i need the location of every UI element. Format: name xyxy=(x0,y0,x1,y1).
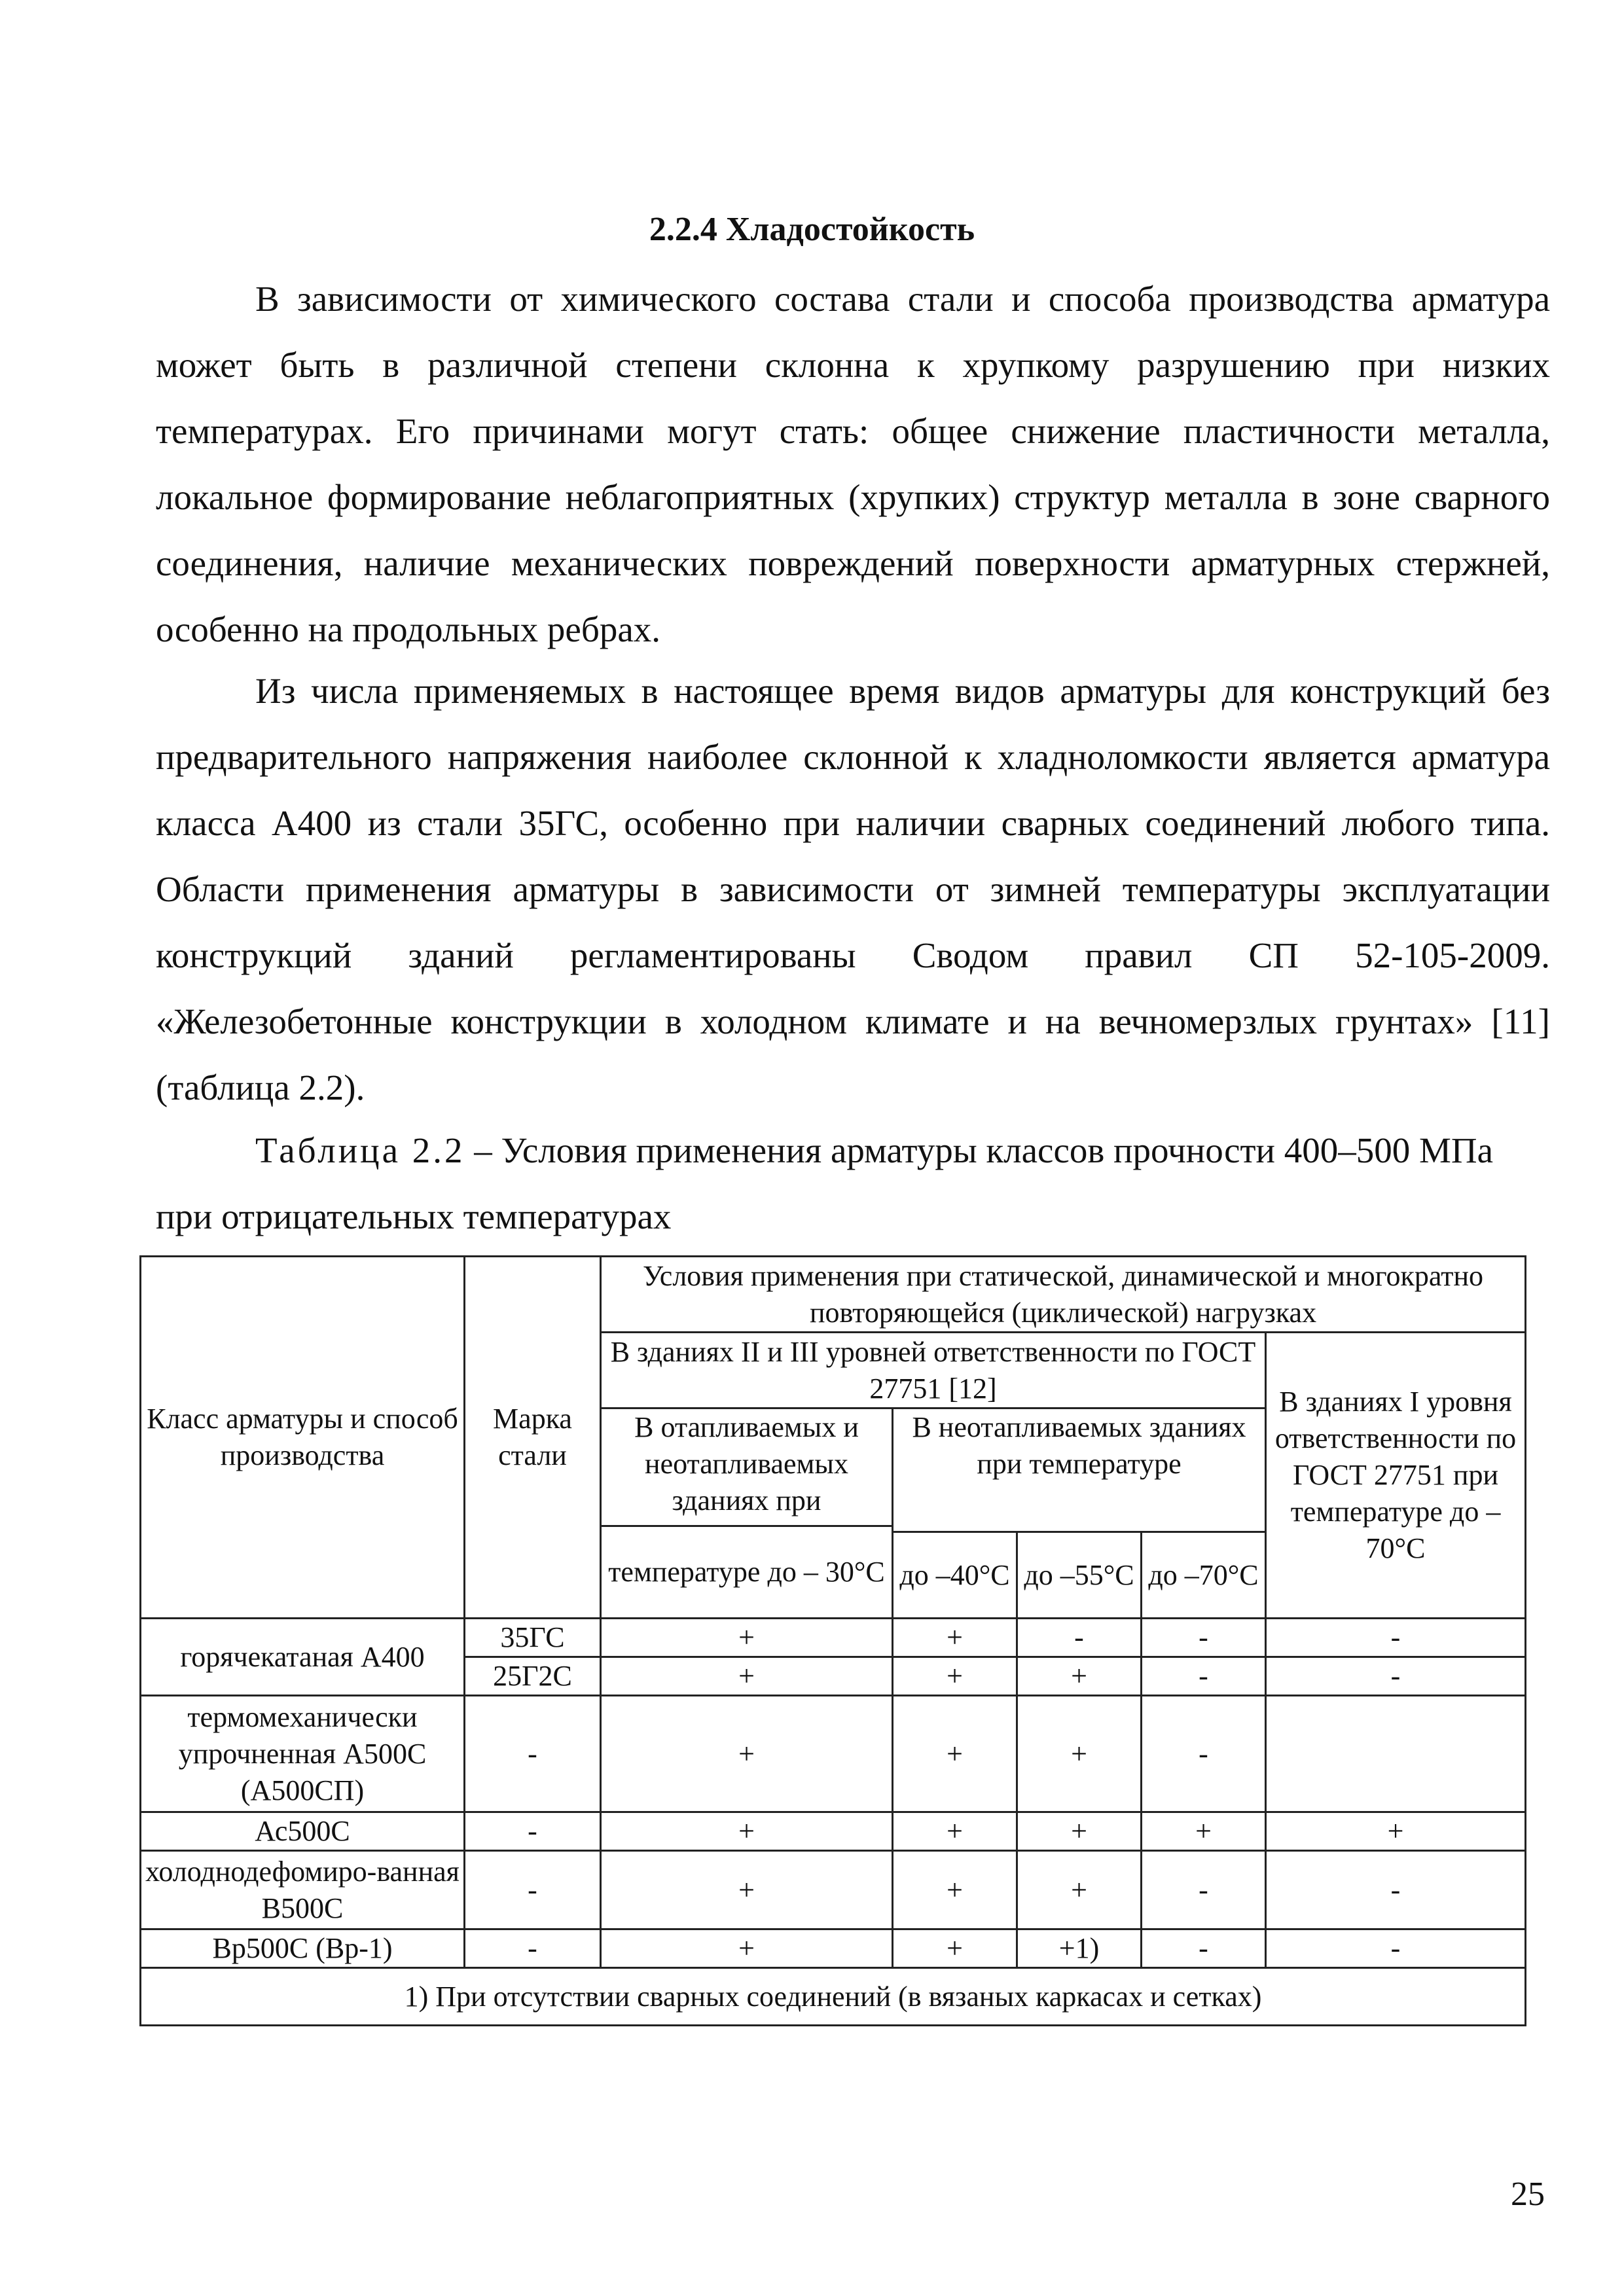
header-unheated: В неотапливаемых зданиях при температуре xyxy=(893,1408,1266,1532)
table-row xyxy=(141,1696,1526,1812)
header-t40: до –40°С xyxy=(893,1532,1017,1619)
cell-empty xyxy=(1266,1696,1526,1812)
cell-value: + xyxy=(1017,1657,1142,1696)
cell-value: + xyxy=(601,1696,893,1812)
cell-class: Ас500С xyxy=(141,1812,465,1851)
cell-value: - xyxy=(1142,1657,1266,1696)
table-row xyxy=(141,1851,1526,1929)
cell-value: + xyxy=(1017,1812,1142,1851)
cell-value: + xyxy=(601,1851,893,1929)
cell-steel: - xyxy=(465,1929,601,1968)
header-heated-a: В отапливаемых и неотапливаемых зданиях при xyxy=(601,1408,893,1526)
table-row xyxy=(141,1812,1526,1851)
paragraph-application-areas: Из числа применяемых в настоящее время видов арматуры для конструкций без предварительного напряжения наиболее склонной к хладноломкости является арматура класса А400 из стали 35ГС, особенно при наличии сварных соединений любого типа. Области применения арматуры в зависимости от зимней температуры эксплуатации конструкций зданий регламентированы Сводом правил СП 52-105-2009. «Железобетонные конструкции в холодном климате и на вечномерзлых грунтах» [11] (таблица 2.2). xyxy=(156,671,1550,1107)
cell-value: + xyxy=(1266,1812,1526,1851)
cell-value: + xyxy=(893,1929,1017,1968)
cell-value: + xyxy=(601,1657,893,1696)
cell-steel: - xyxy=(465,1851,601,1929)
cell-value: - xyxy=(1142,1696,1266,1812)
page-number: 25 xyxy=(1511,2176,1545,2213)
cell-value: - xyxy=(1017,1619,1142,1657)
header-class: Класс арматуры и способ производства xyxy=(141,1257,465,1619)
cell-value: - xyxy=(1266,1851,1526,1929)
cell-value: + xyxy=(1017,1696,1142,1812)
table-row xyxy=(141,1619,1526,1657)
header-t70: до –70°С xyxy=(1142,1532,1266,1619)
header-level-1: В зданиях I уровня ответственности по ГОСТ 27751 при температуре до –70°С xyxy=(1266,1333,1526,1619)
cell-value: - xyxy=(1266,1619,1526,1657)
cell-steel: 35ГС xyxy=(465,1619,601,1657)
cell-value: - xyxy=(1142,1851,1266,1929)
cell-value: + xyxy=(1017,1851,1142,1929)
cell-value: + xyxy=(601,1929,893,1968)
cell-value: - xyxy=(1142,1619,1266,1657)
cell-value: + xyxy=(893,1696,1017,1812)
cell-value: + xyxy=(601,1619,893,1657)
header-t55: до –55°С xyxy=(1017,1532,1142,1619)
cell-steel: - xyxy=(465,1812,601,1851)
header-conditions: Условия применения при статической, динамической и многократно повторяющейся (циклической) нагрузках xyxy=(601,1257,1526,1333)
table-caption xyxy=(156,1117,1550,1249)
table-footnote: 1) При отсутствии сварных соединений (в вязаных каркасах и сетках) xyxy=(141,1968,1526,2026)
cell-value: + xyxy=(893,1619,1017,1657)
cell-class: холоднодефомиро-ванная В500С xyxy=(141,1851,465,1929)
cell-value: + xyxy=(601,1812,893,1851)
table-caption-text: – Условия применения арматуры классов прочности 400–500 МПа при отрицательных температурах xyxy=(156,1130,1493,1236)
cell-class: Вр500С (Вр-1) xyxy=(141,1929,465,1968)
cell-value: - xyxy=(1266,1929,1526,1968)
header-steel: Марка стали xyxy=(465,1257,601,1619)
reinforcement-conditions-table xyxy=(139,1255,1526,2026)
cell-steel: - xyxy=(465,1696,601,1812)
cell-value: - xyxy=(1266,1657,1526,1696)
table-row xyxy=(141,1929,1526,1968)
section-heading: 2.2.4 Хладостойкость xyxy=(649,211,975,248)
header-levels-2-3: В зданиях II и III уровней ответственности по ГОСТ 27751 [12] xyxy=(601,1333,1266,1408)
paragraph-cold-resistance: В зависимости от химического состава стали и способа производства арматура может быть в различной степени склонна к хрупкому разрушению при низких температурах. Его причинами могут стать: общее снижение пластичности металла, локальное формирование неблагоприятных (хрупких) структур металла в зоне сварного соединения, наличие механических повреждений поверхности арматурных стержней, особенно на продольных ребрах. xyxy=(156,279,1550,649)
cell-value: + xyxy=(893,1657,1017,1696)
cell-value: +1) xyxy=(1017,1929,1142,1968)
cell-value: + xyxy=(1142,1812,1266,1851)
header-heated-b: температуре до – 30°С xyxy=(601,1526,893,1619)
cell-steel: 25Г2С xyxy=(465,1657,601,1696)
cell-value: + xyxy=(893,1812,1017,1851)
cell-class: горячекатаная А400 xyxy=(141,1619,465,1696)
cell-value: - xyxy=(1142,1929,1266,1968)
table-caption-label: Таблица 2.2 xyxy=(255,1130,465,1170)
cell-value: + xyxy=(893,1851,1017,1929)
cell-class: термомеханически упрочненная А500С (А500СП) xyxy=(141,1696,465,1812)
